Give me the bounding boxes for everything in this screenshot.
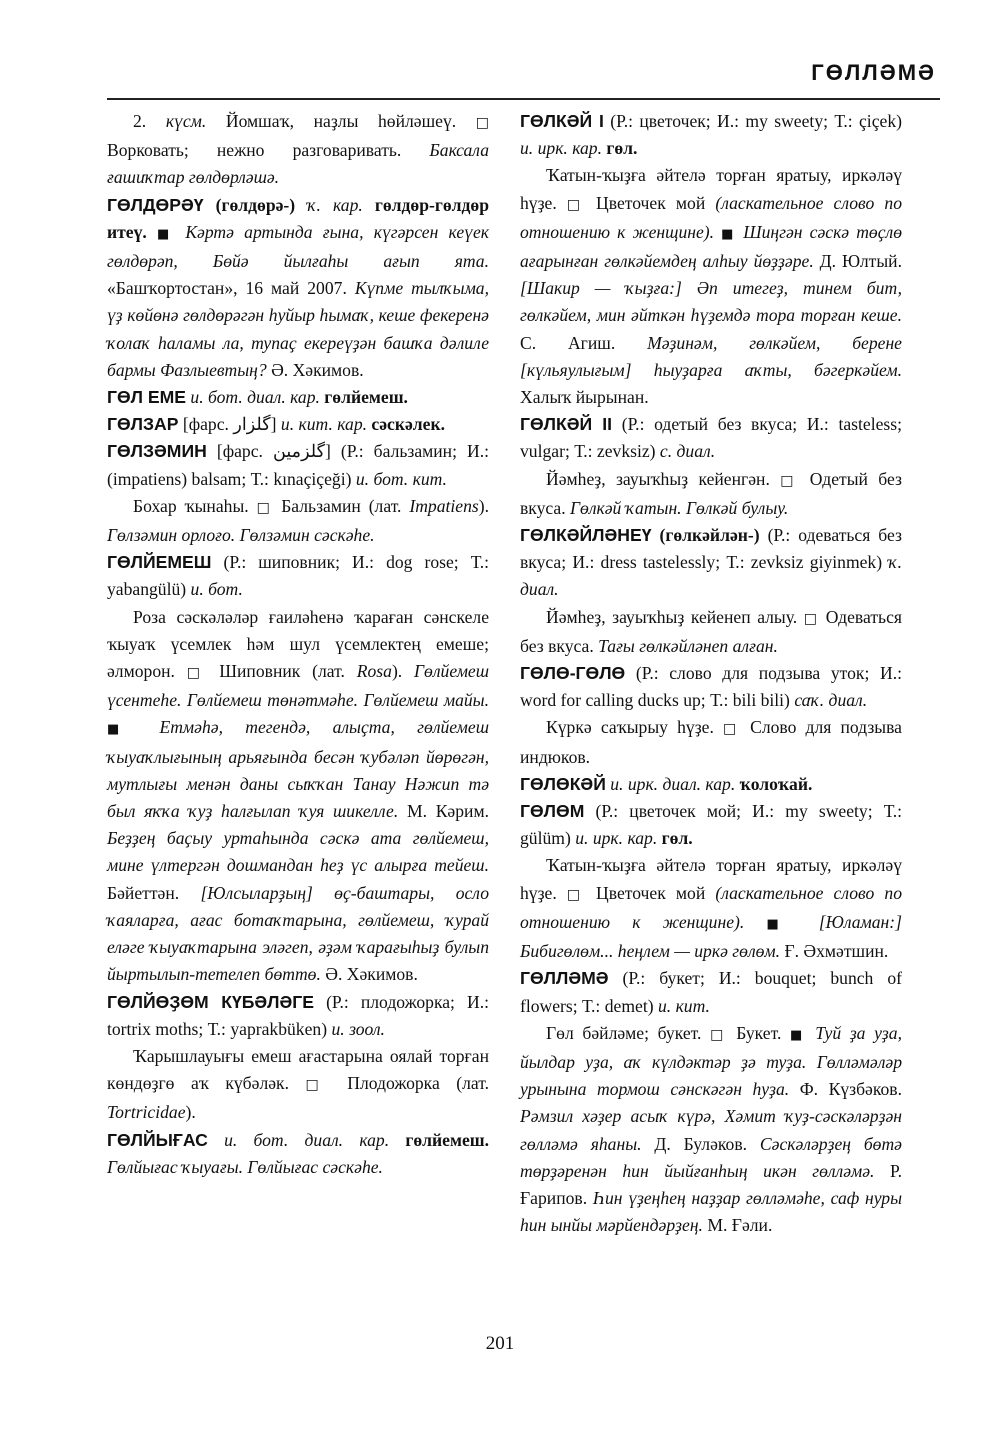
entry-text: гөл.	[602, 138, 638, 159]
entry-text: күсм.	[165, 111, 207, 131]
entry-text: Цветочек мой	[585, 882, 716, 903]
entry-paragraph	[520, 466, 902, 522]
entry-paragraph	[107, 108, 489, 192]
headword: ГӨЛӨМ	[520, 801, 585, 822]
entry-text: и. ирк. диал. кар.	[605, 773, 736, 794]
entry-text: [фарс. گلزمين] (Р.: бальзамин; И.: (impatiens) balsam; Т.: kınaçiçeği)	[107, 441, 490, 489]
page-header	[107, 58, 940, 100]
translation-marker: □	[256, 499, 274, 516]
translation-marker: □	[780, 472, 800, 489]
entry-text: (Р.: шиповник; И.: dog rose; Т.: yabangülü)	[107, 552, 489, 600]
entry-text	[147, 222, 157, 242]
entry-text: [Юлсыларҙың] өҫ-баштары, осло ҡаяларға, ағас ботаҡтарына, гөлйемеш, ҡурай еләге ҡыуаҡтарына эләгеп, әҙәм ҡарағыһыҙ булып йыртылып-тетелеп бөттө.	[107, 882, 489, 985]
entry-text: [Юламан:] Бибигөлөм... һеңлем — иркә гөлөм.	[520, 911, 902, 962]
entry-text: с. диал.	[659, 441, 716, 462]
entry-paragraph	[520, 108, 902, 162]
entry-text: (гөлкәйлән-)	[651, 525, 768, 546]
entry-text: Күпме тылҡыма, үҙ көйөнә гөлдөрәгән һуйыр һымаҡ, кеше фекеренә ҡолаҡ һаламы ла, тупаҫ екереүҙән башҡа дәлиле бармы Фазлыевтың?	[107, 278, 489, 380]
entry-text: Rosa	[356, 661, 392, 682]
entry-text: ).	[391, 661, 415, 682]
entry-text: М. Кәрим.	[398, 801, 489, 822]
entry-text: Беҙҙең баҫыу уртаһында сәскә ата гөлйемеш, мине үлтергән дошмандан һеҙ үс алырға тейеш.	[107, 828, 489, 876]
translation-marker: □	[722, 721, 741, 738]
entry-paragraph	[520, 798, 902, 852]
headword: ГӨЛӨ-ГӨЛӨ	[520, 663, 626, 684]
entry-paragraph	[520, 852, 902, 965]
headword: ГӨЛКӘЙ I	[520, 111, 604, 131]
entry-paragraph	[107, 192, 489, 384]
headword: ГӨЛЙӨҘӨМ КҮБӘЛӘГЕ	[107, 991, 315, 1012]
entry-text	[744, 912, 766, 932]
entry-text: Сәскәләрҙең бөтә төрҙәренән һин йыйғанһың икән гөлләмә.	[520, 1133, 902, 1181]
translation-marker: □	[186, 665, 208, 682]
entry-paragraph	[107, 604, 489, 989]
entry-paragraph	[520, 162, 902, 411]
entry-text: Ф. Күзбәков.	[789, 1079, 902, 1100]
entry-text: Йәмһеҙ, зауыҡһыҙ кейенеп алыу.	[546, 606, 804, 627]
entry-paragraph	[520, 660, 902, 714]
entry-paragraph	[107, 411, 489, 438]
entry-text: Гөлйығас ҡыуағы. Гөлйығас сәскәһе.	[107, 1156, 383, 1177]
entry-paragraph	[520, 714, 902, 770]
entry-text: Букет.	[727, 1022, 790, 1043]
right-column	[520, 108, 902, 1239]
entry-text: [фарс. گلزار]	[178, 414, 281, 435]
entry-text: и. кит. кар.	[280, 414, 368, 435]
entry-text: М. Ғәли.	[702, 1215, 773, 1236]
entry-text: С. Агиш.	[520, 332, 648, 353]
entry-text: ҡ. кар.	[307, 194, 363, 215]
entry-text: Слово для подзыва индюков.	[520, 717, 902, 767]
entry-text: (Р.: одетый без вкуса; И.: tasteless; vulgar; Т.: zevksiz)	[520, 414, 902, 462]
entry-paragraph	[520, 522, 902, 604]
entry-text: Шиңгән сәскә төҫлө ағарынған гөлкәйемдең алһыу йөҙҙәре.	[520, 221, 902, 272]
entry-text: Туй ҙа уҙа, йылдар уҙа, аҡ күлдәктәр ҙә туҙа. Гөлләмәләр урынына тормош сәнскәгән һуҙа.	[520, 1022, 902, 1100]
entry-paragraph	[520, 604, 902, 660]
entry-text: Гөл бәйләме; букет.	[546, 1022, 711, 1043]
entry-text: ).	[185, 1102, 196, 1123]
entry-text: гөлйемеш.	[389, 1129, 490, 1150]
entry-text: и. ирк. кар.	[520, 138, 602, 159]
entry-paragraph	[107, 1043, 489, 1127]
entry-text: (ласкательное слово по отношению к женщине).	[520, 882, 902, 932]
headword: ГӨЛКӘЙЛӘНЕҮ	[520, 525, 652, 546]
entry-text: Ә. Хәкимов.	[266, 359, 364, 380]
example-marker: ■	[107, 722, 138, 738]
entry-text: Шиповник (лат.	[207, 661, 357, 682]
entry-text: Одетый без вкуса.	[520, 468, 902, 518]
entry-text: Impatiens	[409, 495, 479, 516]
entry-text: Бальзамин (лат.	[273, 495, 410, 516]
entry-text: и. бот. диал. кар.	[207, 1129, 390, 1150]
entry-text: Цветочек мой	[585, 192, 716, 213]
entry-text: «Башҡортостан», 16 май 2007.	[107, 278, 355, 299]
entry-text: Гөлзәмин орлоғо. Гөлзәмин сәскәһе.	[107, 525, 375, 546]
headword: ГӨЛЗАР	[107, 414, 179, 435]
entry-text: ҡолоҡай.	[735, 773, 813, 794]
entry-text: Рәмзил хәҙер асыҡ күрә, Хәмит ҡуҙ-сәскәләрҙән гөлләмә яһаны.	[520, 1106, 902, 1154]
entry-text: Ҡарышлауығы емеш ағастарына оялай торған көндөҙгө аҡ күбәләк.	[107, 1045, 489, 1094]
left-column	[107, 108, 489, 1181]
entry-paragraph	[107, 549, 489, 603]
entry-text: гөл.	[657, 828, 693, 849]
entry-text: Гөлкәй ҡатын. Гөлкәй булыу.	[570, 497, 789, 518]
entry-text: Tortricidae	[107, 1102, 186, 1123]
entry-text: Бәйеттән.	[107, 882, 201, 903]
entry-text: Тағы гөлкәйләнеп алған.	[598, 635, 778, 656]
entry-text: (Р.: цветочек; И.: my sweety; Т.: çiçek)	[603, 111, 902, 131]
headword: ГӨЛЛӘМӘ	[520, 968, 609, 989]
entry-paragraph	[520, 965, 902, 1019]
entry-text: ҡ. диал.	[520, 552, 902, 600]
headword: ГӨЛӨКӘЙ	[520, 773, 606, 794]
entry-text: сәскәлек.	[367, 414, 446, 435]
headword: ГӨЛЙЕМЕШ	[107, 552, 212, 573]
translation-marker: □	[475, 115, 489, 131]
example-marker: ■	[157, 226, 176, 242]
entry-text: и. зоол.	[331, 1018, 385, 1039]
entry-text: Ҡатын-ҡыҙға әйтелә торған яратыу, иркәләү һүҙе.	[520, 165, 902, 213]
headword: ГӨЛДӨРӘҮ	[107, 194, 204, 215]
entry-text: Ворковать; нежно разговаривать.	[107, 140, 430, 161]
translation-marker: □	[566, 196, 586, 213]
entry-text: и. бот.	[190, 579, 243, 600]
entry-text: Бохар ҡынаһы.	[133, 495, 257, 516]
entry-text: гөлйемеш.	[319, 387, 408, 408]
headword: ГӨЛЙЫҒАС	[107, 1129, 208, 1150]
entry-paragraph	[107, 989, 489, 1043]
entry-text: Д. Буләков.	[641, 1133, 760, 1154]
example-marker: ■	[721, 226, 737, 242]
entry-text: и. кит.	[657, 995, 710, 1016]
entry-text: (гөлдөрә-)	[203, 194, 308, 215]
entry-text: и. бот. кит.	[355, 468, 447, 489]
entry-paragraph	[520, 411, 902, 465]
entry-text: [Шакир — ҡыҙға:] Әп итегеҙ, тинем бит, гөлкәйем, мин әйткән һүҙемдә тора торған кеше.	[520, 278, 902, 326]
translation-marker: □	[710, 1026, 728, 1043]
entry-text: и. ирк. кар.	[575, 828, 658, 849]
entry-text: Плодожорка (лат.	[330, 1073, 490, 1094]
entry-text: Һин үҙеңһең наҙҙар гөлләмәһе, саф нуры һин ынйы мәрйендәрҙең.	[520, 1187, 903, 1236]
entry-text: саҡ. диал.	[794, 690, 868, 711]
entry-text: Етмәһә, тегендә, алыҫта, гөлйемеш ҡыуаҡлығының арьяғында бесән ҡубәләп йөрөгән, мутлығы менән даны сыҡҡан Танау Нәжип тә был яҡҡа ҡуҙ һалғылап ҡуя шикелле.	[107, 717, 489, 822]
entry-text: Роза сәскәләләр ғаиләһенә ҡараған сәнскеле ҡыуаҡ үсемлек һәм шул үсемлектең емеше; әлморон.	[107, 606, 489, 682]
entry-paragraph	[107, 438, 489, 492]
entry-text: Күркә саҡырыу һүҙе.	[546, 717, 723, 738]
entry-paragraph	[520, 1020, 902, 1240]
entry-text: Ҡатын-ҡыҙға әйтелә торған яратыу, иркәләү һүҙе.	[520, 855, 902, 903]
entry-text: Ә. Хәкимов.	[320, 964, 418, 985]
entry-text: (Р.: цветочек мой; И.: my sweety; Т.: gülüm)	[520, 801, 902, 849]
entry-text: (Р.: плодожорка; И.: tortrix moths; Т.: yaprakbüken)	[107, 991, 489, 1039]
entry-text: Р. Ғарипов.	[520, 1160, 902, 1208]
translation-marker: □	[305, 1077, 331, 1094]
translation-marker: □	[803, 610, 820, 627]
entry-text: Мәҙинәм, гөлкәйем, берене [күльяулығым] һыуҙарға аҡты, бәгеркәйем.	[520, 332, 902, 380]
entry-paragraph	[107, 1127, 489, 1181]
entry-text: Одеваться без вкуса.	[520, 606, 902, 656]
entry-text: и. бот. диал. кар.	[186, 387, 320, 408]
entry-text: Йомшаҡ, наҙлы һөйләшеү.	[206, 111, 476, 131]
entry-text: Халыҡ йырынан.	[520, 387, 649, 408]
entry-text: (Р.: букет; И.: bouquet; bunch of flowers; Т.: demet)	[520, 968, 902, 1016]
entry-text: Д. Юлтый.	[813, 251, 902, 272]
entry-text: Йәмһеҙ, зауыҡһыҙ кейенгән.	[546, 468, 781, 489]
entry-paragraph	[107, 493, 489, 549]
entry-text: гөлдөр-гөлдөр итеү.	[107, 194, 489, 242]
entry-text: Гөлйемеш үсентеһе. Гөлйемеш төнәтмәһе. Гөлйемеш майы.	[107, 661, 490, 711]
translation-marker: □	[566, 886, 586, 903]
entry-text: Ғ. Әхмәтшин.	[780, 941, 889, 962]
example-marker: ■	[790, 1027, 807, 1043]
headword: ГӨЛКӘЙ II	[520, 414, 613, 435]
entry-text: Баксала ғашиҡтар гөлдөрләшә.	[107, 140, 489, 188]
page-number: 201	[485, 1333, 515, 1354]
entry-text: (ласкательное слово по отношению к женщине).	[520, 192, 902, 242]
entry-text: Кәртә артында ғына, күгәрсен кеүек гөлдөрәп, Бөйә йылғаһы ағып ята.	[107, 221, 489, 272]
entry-text: (Р.: одеваться без вкуса; И.: dress tastelessly; Т.: zevksiz giyinmek)	[520, 525, 902, 573]
headword: ГӨЛЗӘМИН	[107, 441, 207, 462]
entry-paragraph	[107, 384, 489, 411]
entry-text: (Р.: слово для подзыва уток; И.: word for calling ducks up; Т.: bili bili)	[520, 663, 902, 711]
entry-paragraph	[520, 771, 902, 798]
headword: ГӨЛ ЕМЕ	[107, 387, 187, 408]
entry-text: ).	[478, 495, 490, 516]
example-marker: ■	[766, 916, 797, 932]
running-head: ГӨЛЛӘМӘ	[811, 60, 936, 85]
entry-text: 2.	[133, 111, 166, 131]
